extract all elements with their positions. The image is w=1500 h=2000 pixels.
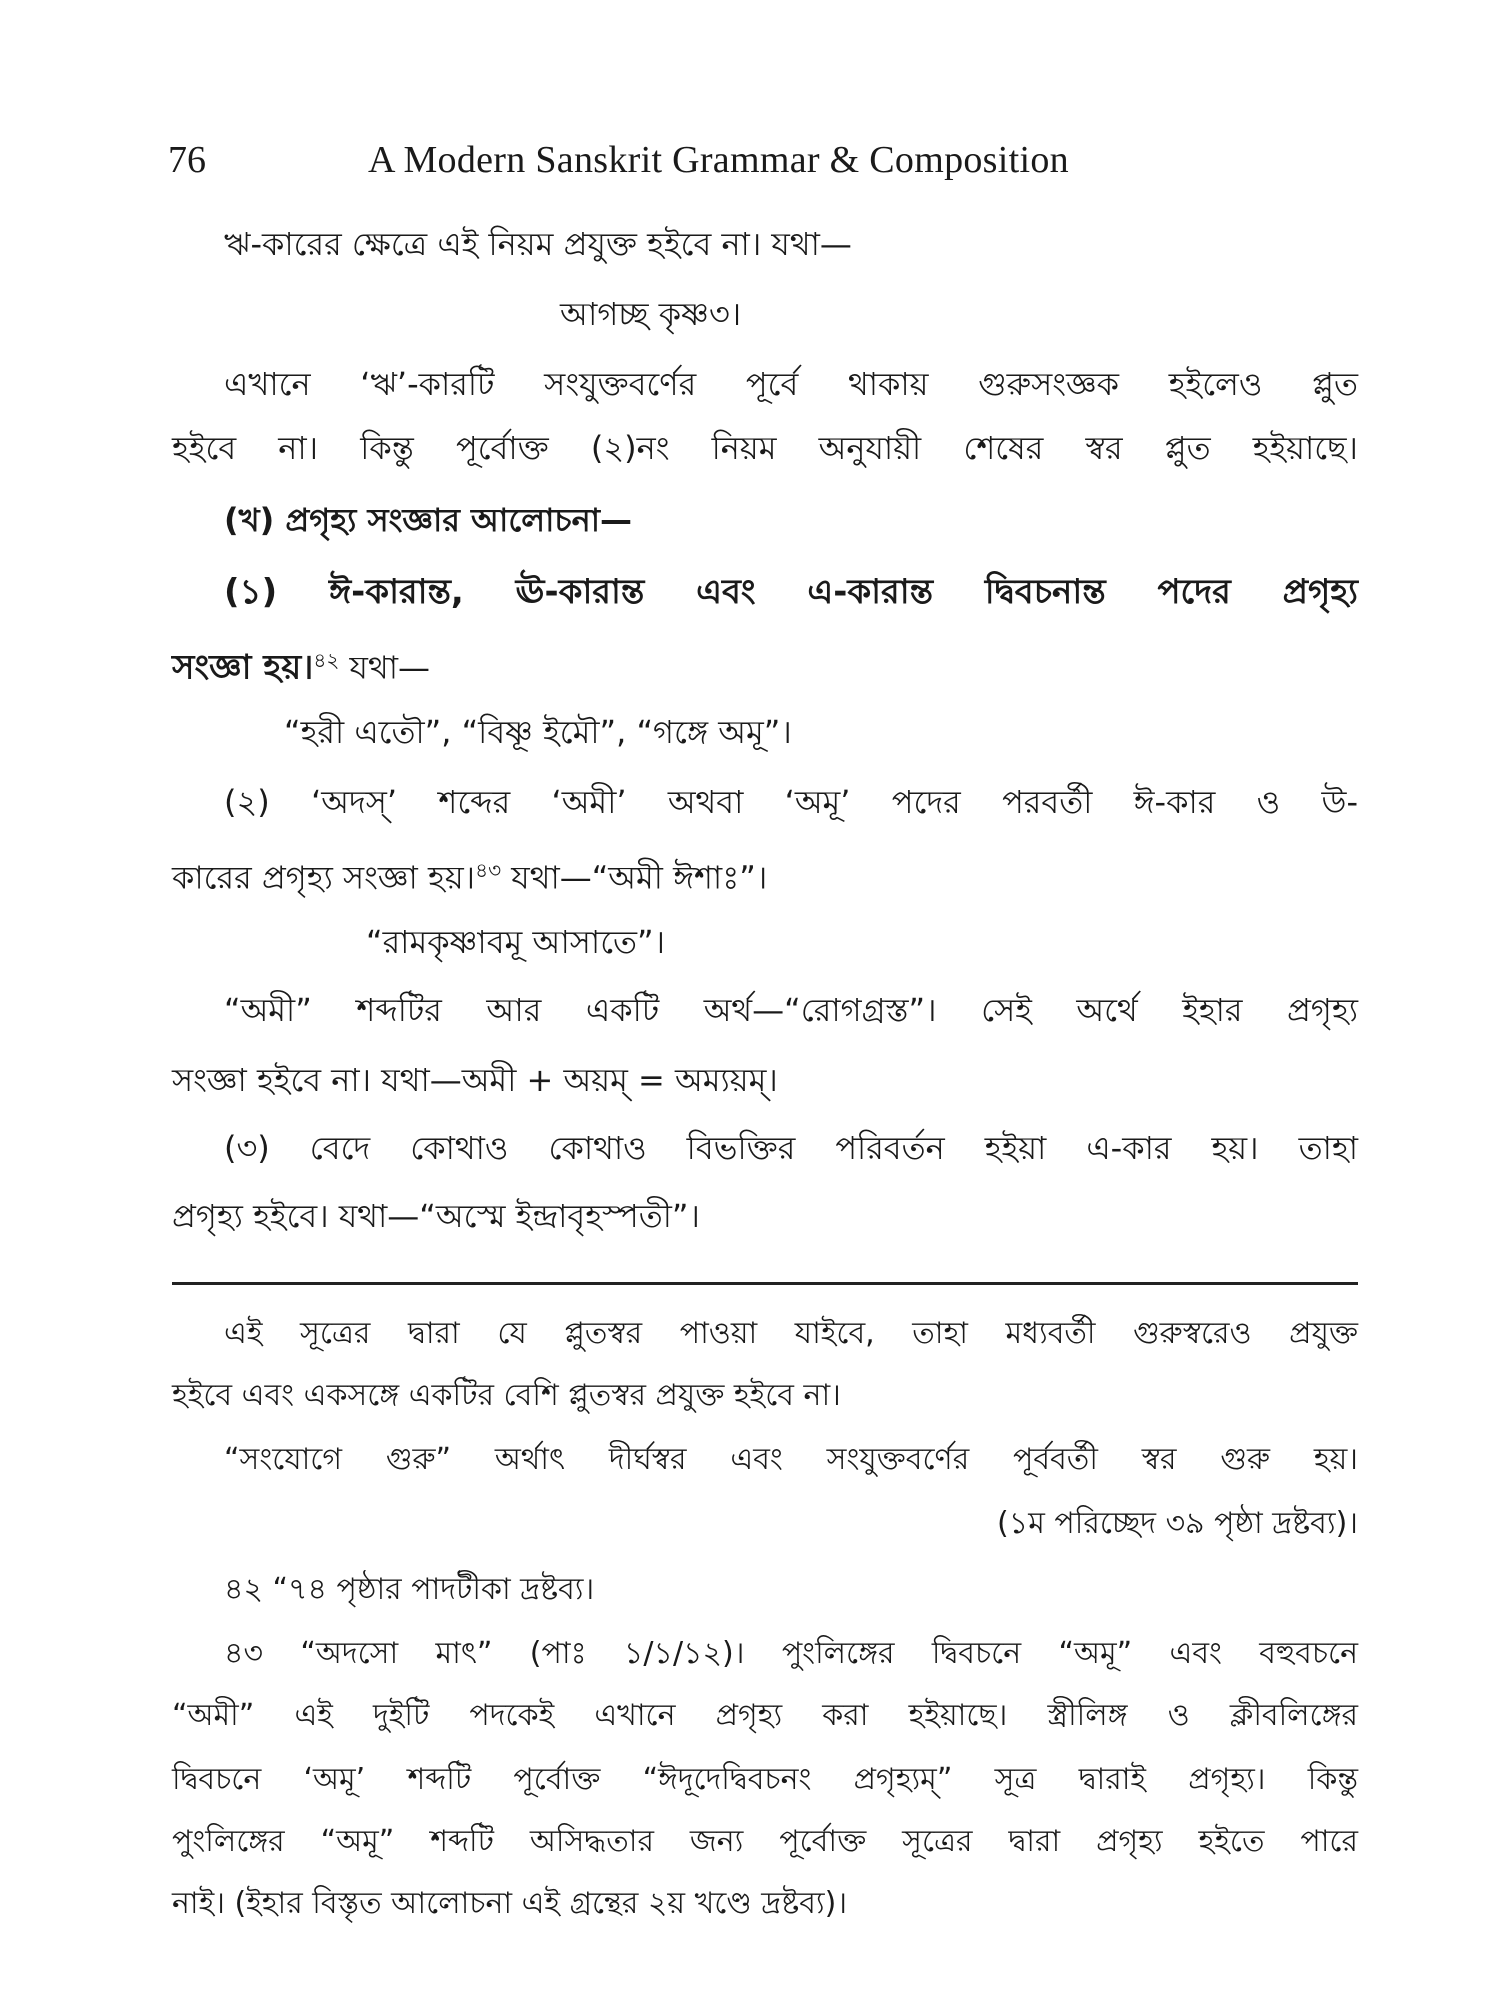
footnote-line: দ্বিবচনে ‘অমূ’ শব্দটি পূর্বোক্ত “ঈদূদেদ্বিবচনং প্রগৃহ্যম্” সূত্র দ্বারাই প্রগৃহ্য। কিন্তু [172,1762,1358,1797]
body-line [172,850,767,898]
page-header [168,138,1358,194]
footnote-line: “অমী” এই দুইটি পদকেই এখানে প্রগৃহ্য করা হইয়াছে। স্ত্রীলিঙ্গ ও ক্লীবলিঙ্গের [172,1698,1358,1733]
example-line: আগচ্ছ কৃষ্ণ৩। [560,295,742,333]
footnote-line: হইবে এবং একসঙ্গে একটির বেশি প্লুতস্বর প্রযুক্ত হইবে না। [172,1378,841,1413]
body-line-tail: যথা—“অমী ঈশাঃ”। [501,858,768,897]
example-line: “রামকৃষ্ণাবমূ আসাতে”। [366,923,666,961]
footnote-ref-42: ৪২ [313,648,340,672]
footnote-ref-43: ৪৩ [475,858,502,882]
body-line: প্রগৃহ্য হইবে। যথা—“অস্মে ইন্দ্রাবৃহস্পতী”। [172,1197,700,1235]
body-line: হইবে না। কিন্তু পূর্বোক্ত (২)নং নিয়ম অনুযায়ী শেষের স্বর প্লুত হইয়াছে। [172,429,1358,467]
footnote-line: পুংলিঙ্গের “অমূ” শব্দটি অসিদ্ধতার জন্য পূর্বোক্ত সূত্রের দ্বারা প্রগৃহ্য হইতে পারে [172,1824,1358,1859]
body-line: (৩) বেদে কোথাও কোথাও বিভক্তির পরিবর্তন হইয়া এ-কার হয়। তাহা [224,1129,1358,1167]
rule-line-tail: যথা— [339,648,430,687]
footnote-line: নাই। (ইহার বিস্তৃত আলোচনা এই গ্রন্থের ২য় খণ্ডে দ্রষ্টব্য)। [172,1886,848,1921]
section-heading: (খ) প্রগৃহ্য সংজ্ঞার আলোচনা— [224,501,633,539]
rule-line: (১) ঈ-কারান্ত, ঊ-কারান্ত এবং এ-কারান্ত দ্বিবচনান্ত পদের প্রগৃহ্য [224,572,1358,612]
rule-line [172,640,430,688]
body-line: “অমী” শব্দটির আর একটি অর্থ—“রোগগ্রস্ত”। সেই অর্থে ইহার প্রগৃহ্য [224,991,1358,1029]
body-line: এখানে ‘ঋ’-কারটি সংযুক্তবর্ণের পূর্বে থাকায় গুরুসংজ্ঞক হইলেও প্লুত [224,365,1358,403]
footnote-divider [172,1282,1358,1285]
footnote-43: ৪৩ “অদসো মাৎ” (পাঃ ১/১/১২)। পুংলিঙ্গের দ্বিবচনে “অমূ” এবং বহুবচনে [224,1636,1358,1671]
body-line: সংজ্ঞা হইবে না। যথা—অমী + অয়ম্ = অম্যয়ম্। [172,1061,778,1099]
example-line: “হরী এতৌ”, “বিষ্ণূ ইমৌ”, “গঙ্গে অমূ”। [284,713,792,751]
page-number: 76 [168,139,206,181]
book-title: A Modern Sanskrit Grammar & Composition [368,139,1069,181]
rule-line-end: সংজ্ঞা হয়। [172,647,314,688]
footnote-line: “সংযোগে গুরু” অর্থাৎ দীর্ঘস্বর এবং সংযুক্তবর্ণের পূর্ববর্তী স্বর গুরু হয়। [224,1442,1358,1477]
footnote-line: (১ম পরিচ্ছেদ ৩৯ পৃষ্ঠা দ্রষ্টব্য)। [997,1506,1358,1541]
body-line: (২) ‘অদস্’ শব্দের ‘অমী’ অথবা ‘অমূ’ পদের পরবর্তী ঈ-কার ও উ- [224,783,1358,821]
footnote-42: ৪২ “৭৪ পৃষ্ঠার পাদটীকা দ্রষ্টব্য। [224,1572,595,1607]
footnote-line: এই সূত্রের দ্বারা যে প্লুতস্বর পাওয়া যাইবে, তাহা মধ্যবর্তী গুরুস্বরেও প্রযুক্ত [224,1316,1358,1351]
body-line: ঋ-কারের ক্ষেত্রে এই নিয়ম প্রযুক্ত হইবে না। যথা— [224,225,852,263]
body-line-start: কারের প্রগৃহ্য সংজ্ঞা হয়। [172,858,476,897]
